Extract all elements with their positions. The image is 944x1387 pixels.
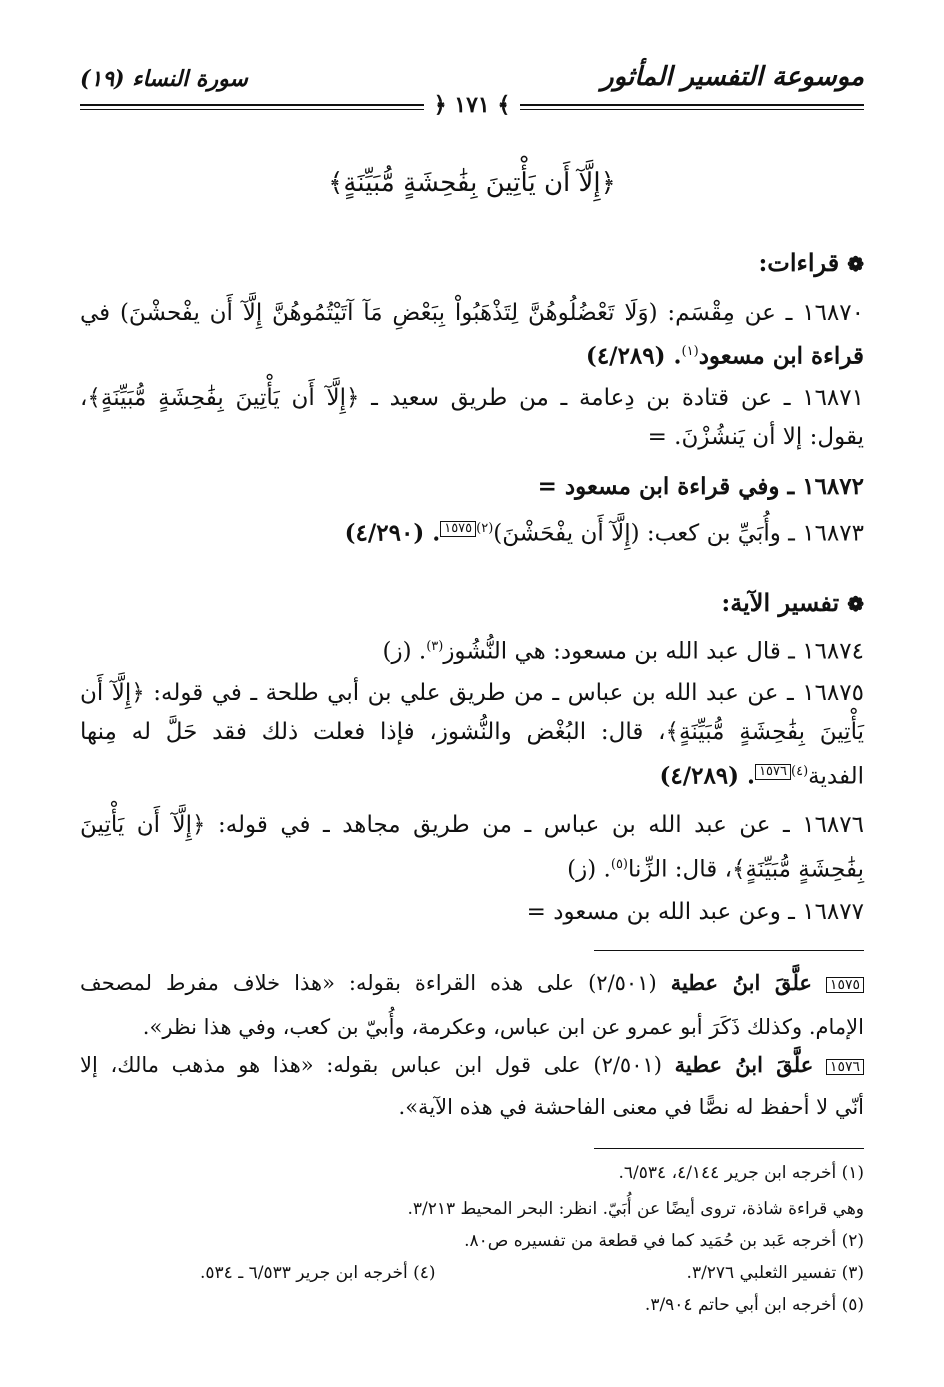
- page-number: ﴾ ١٧١ ﴿: [424, 92, 521, 118]
- text-line: [80, 755, 864, 794]
- commentary-line: أنّي لا أحفظ له نصًّا في معنى الفاحشة في هذه الآية».: [398, 1095, 864, 1119]
- text-span: . (ز): [382, 638, 427, 665]
- text-line: [80, 512, 864, 551]
- text-span: علَّقَ ابنُ عطية: [670, 970, 812, 995]
- text-span: . (٤/٢٩٠): [344, 519, 441, 547]
- text-span: بِفَٰحِشَةٍ مُّبَيِّنَةٍ﴾، قال: الزِّنا: [628, 856, 864, 883]
- text-line: يقول: إلا أن يَنشُزْنَ. =: [647, 424, 864, 450]
- footnote-rule: [594, 1148, 864, 1149]
- text-span: علَّقَ ابنُ عطية: [674, 1052, 814, 1077]
- text-span: قراءة ابن مسعود: [698, 342, 864, 370]
- section-qiraat: [758, 248, 864, 277]
- commentary-ref-box: ١٥٧٥: [826, 977, 864, 993]
- text-line: ١٦٨٧٧ ـ وعن عبد الله بن مسعود =: [526, 899, 864, 925]
- text-line: ١٦٨٧٠ ـ عن مِقْسَم: (وَلَا تَعْضُلُوهُنَّ لِتَذْهَبُواْ بِبَعْضِ مَآ آتَيْتُمُوهُنَّ إِلَّآ أَن يفْحشْنَ) في: [80, 300, 864, 326]
- footnote-ref: (٢): [476, 521, 494, 536]
- flower-icon: ❁: [847, 252, 864, 276]
- commentary-line: [80, 966, 864, 1000]
- commentary-line: الإمام. وكذلك ذَكَرَ أبو عمرو عن ابن عباس، وعكرمة، وأُبيّ بن كعب، وفي هذا نظر».: [142, 1015, 864, 1039]
- page-number-wrap: [0, 92, 944, 118]
- text-line: ١٦٨٧١ ـ عن قتادة بن دِعامة ـ من طريق سعيد ـ ﴿إِلَّآ أَن يَأْتِينَ بِفَٰحِشَةٍ مُّبَيِّنَةٍ﴾،: [80, 385, 864, 411]
- commentary-ref-box: ١٥٧٦: [826, 1059, 864, 1075]
- text-span: (٢/٥٠١) على قول ابن عباس بقوله: «هذا هو مذهب مالك، إلا: [80, 1053, 662, 1077]
- text-span: . (٤/٢٨٩): [585, 342, 682, 370]
- separator-rule: [594, 950, 864, 951]
- commentary-ref-box: ١٥٧٥: [440, 521, 476, 537]
- footnote: وهي قراءة شاذة، تروى أيضًا عن أُبَيّ. انظر: البحر المحيط ٣/٢١٣.: [407, 1199, 864, 1219]
- footnote: (٤) أخرجه ابن جرير ٦/٥٣٣ ـ ٥٣٤.: [200, 1263, 436, 1283]
- text-span: ١٦٨٧٣ ـ وأُبَيِّ بن كعب: (إِلَّآ أَن يفْحَشْنَ): [493, 520, 864, 547]
- footnote-ref: (٤): [791, 764, 809, 779]
- verse-title: ﴿إِلَّآ أَن يَأْتِينَ بِفَٰحِشَةٍ مُّبَيِّنَةٍ﴾: [328, 168, 616, 198]
- footnote-ref: (٥): [610, 857, 628, 872]
- text-span: (٢/٥٠١) على هذه القراءة بقوله: «هذا خلاف مفرط لمصحف: [80, 971, 657, 995]
- text-line: [80, 848, 864, 887]
- text-line: ١٦٨٧٦ ـ عن عبد الله بن عباس ـ من طريق مجاهد ـ في قوله: ﴿إِلَّآ أَن يَأْتِينَ: [80, 812, 864, 838]
- text-span: ١٦٨٧٤ ـ قال عبد الله بن مسعود: هي النُّشُوز: [443, 638, 864, 665]
- footnote: (٢) أخرجه عَبد بن حُمَيد كما في قطعة من تفسيره ص٨٠.: [464, 1231, 864, 1251]
- surah-name: سورة النساء (١٩): [80, 66, 248, 92]
- text-line: [80, 335, 864, 374]
- book-title: موسوعة التفسير المأثور: [601, 62, 864, 92]
- commentary-ref-box: ١٥٧٦: [755, 764, 791, 780]
- footnote: (٥) أخرجه ابن أبي حاتم ٣/٩٠٤.: [644, 1295, 864, 1315]
- text-span: الفدية: [808, 763, 864, 790]
- text-line: ١٦٨٧٢ ـ وفي قراءة ابن مسعود =: [537, 473, 864, 500]
- footnote: (٣) تفسير الثعلبي ٣/٢٧٦.: [686, 1263, 864, 1283]
- footnote-ref: (١): [681, 344, 699, 359]
- section-qiraat-label: قراءات:: [758, 248, 840, 277]
- text-span: . (ز): [567, 856, 611, 883]
- text-line: [80, 630, 864, 669]
- section-tafsir: [721, 588, 864, 617]
- footnote: (١) أخرجه ابن جرير ٤/١٤٤، ٦/٥٣٤.: [618, 1163, 864, 1183]
- flower-icon: ❁: [847, 592, 864, 616]
- commentary-line: [80, 1048, 864, 1082]
- footnote-ref: (٣): [426, 639, 444, 654]
- text-line: ١٦٨٧٥ ـ عن عبد الله بن عباس ـ من طريق علي بن أبي طلحة ـ في قوله: ﴿إِلَّآ أَن: [80, 680, 864, 706]
- text-line: يَأْتِينَ بِفَٰحِشَةٍ مُّبَيِّنَةٍ﴾، قال: البُغْض والنُّشوز، فإذا فعلت ذلك فقد حَلَّ له مِنها: [80, 719, 864, 745]
- section-tafsir-label: تفسير الآية:: [721, 588, 840, 617]
- text-span: . (٤/٢٨٩): [659, 762, 756, 790]
